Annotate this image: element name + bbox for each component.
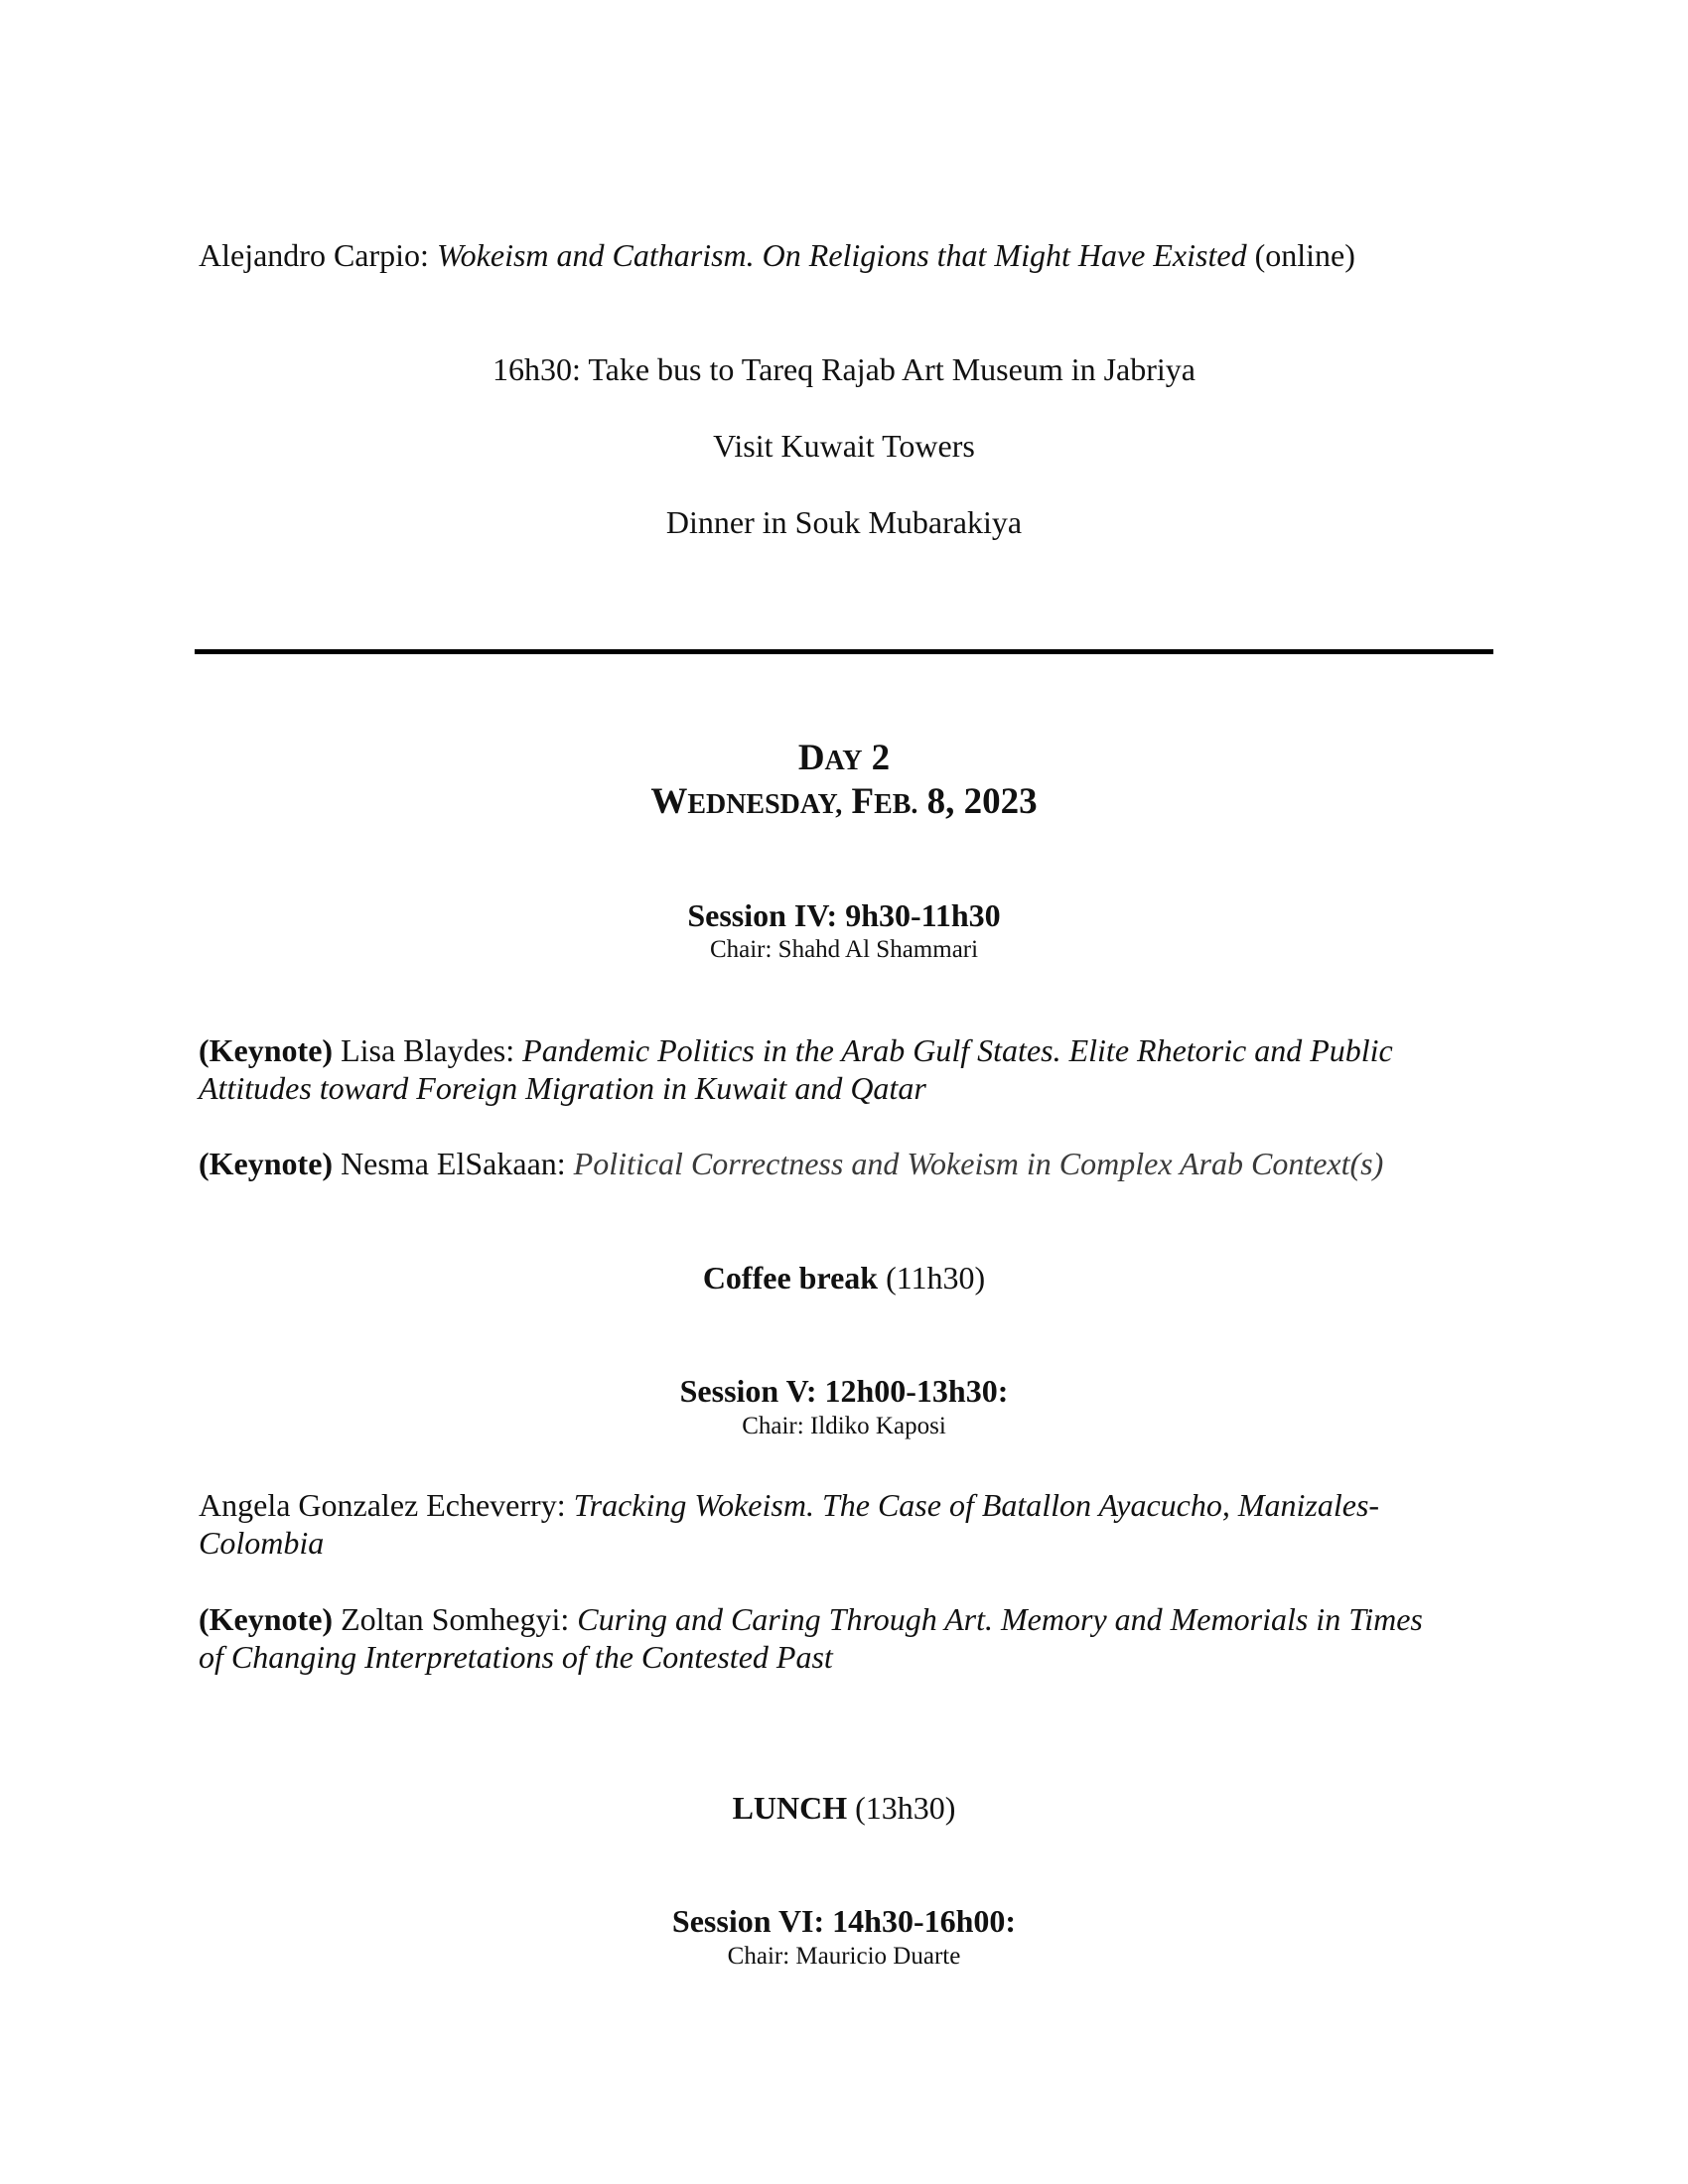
speaker-name: Zoltan Somhegyi	[341, 1601, 561, 1637]
talk-title-cont: of Changing Interpretations of the Contested Past	[199, 1639, 833, 1675]
evening-item-bus: 16h30: Take bus to Tareq Rajab Art Museum in Jabriya	[492, 351, 1196, 387]
keynote-tag: (Keynote)	[199, 1601, 334, 1637]
talk-title: Pandemic Politics in the Arab Gulf States. Elite Rhetoric and Public	[522, 1032, 1393, 1068]
speaker-name: Nesma ElSakaan	[341, 1146, 557, 1181]
talk-blaydes: (Keynote) Lisa Blaydes: Pandemic Politics in the Arab Gulf States. Elite Rhetoric and Public Attitudes toward Foreign Migration in Kuwait and Qatar	[199, 1032, 1393, 1106]
session-vi-chair: Chair: Mauricio Duarte	[727, 1943, 961, 1970]
date-heading: WEDNESDAY, FEB. 8, 2023	[650, 781, 1038, 822]
talk-title: Curing and Caring Through Art. Memory and Memorials in Times	[577, 1601, 1423, 1637]
evening-item-dinner: Dinner in Souk Mubarakiya	[665, 504, 1023, 540]
day-heading: DAY 2	[797, 738, 891, 778]
session-v-heading: Session V: 12h00-13h30:	[679, 1373, 1009, 1409]
session-v-chair: Chair: Ildiko Kaposi	[742, 1413, 946, 1439]
talk-elsakaan: (Keynote) Nesma ElSakaan: Political Correctness and Wokeism in Complex Arab Context(s)	[199, 1146, 1384, 1181]
section-divider	[195, 649, 1493, 654]
coffee-time: (11h30)	[886, 1260, 986, 1296]
session-iv-heading: Session IV: 9h30-11h30	[687, 897, 1001, 933]
talk-title-cont: Attitudes toward Foreign Migration in Kuwait and Qatar	[199, 1070, 926, 1106]
session-vi-heading: Session VI: 14h30-16h00:	[671, 1903, 1017, 1939]
lunch-label: LUNCH	[732, 1790, 848, 1826]
talk-note: (online)	[1254, 237, 1355, 273]
evening-item-towers: Visit Kuwait Towers	[713, 428, 975, 464]
speaker-name: Alejandro Carpio	[199, 237, 421, 273]
speaker-name: Lisa Blaydes	[341, 1032, 506, 1068]
talk-title: Wokeism and Catharism. On Religions that Might Have Existed	[436, 237, 1247, 273]
talk-title-cont: Colombia	[199, 1525, 325, 1561]
lunch	[0, 1789, 1688, 1827]
keynote-tag: (Keynote)	[199, 1146, 334, 1181]
speaker-name: Angela Gonzalez Echeverry	[199, 1487, 557, 1523]
talk-somhegyi: (Keynote) Zoltan Somhegyi: Curing and Caring Through Art. Memory and Memorials in Times of Changing Interpretations of the Contested Past	[199, 1601, 1423, 1675]
talk-title: Political Correctness and Wokeism in Complex Arab Context(s)	[573, 1146, 1384, 1181]
lunch-time: (13h30)	[855, 1790, 956, 1826]
talk-carpio: Alejandro Carpio: Wokeism and Catharism. On Religions that Might Have Existed (online)	[199, 237, 1355, 273]
talk-gonzalez: Angela Gonzalez Echeverry: Tracking Wokeism. The Case of Batallon Ayacucho, Manizales- Colombia	[199, 1487, 1380, 1561]
talk-title: Tracking Wokeism. The Case of Batallon Ayacucho, Manizales-	[573, 1487, 1380, 1523]
keynote-tag: (Keynote)	[199, 1032, 334, 1068]
session-iv-chair: Chair: Shahd Al Shammari	[709, 936, 979, 963]
coffee-label: Coffee break	[702, 1260, 879, 1296]
coffee-break	[0, 1259, 1688, 1297]
